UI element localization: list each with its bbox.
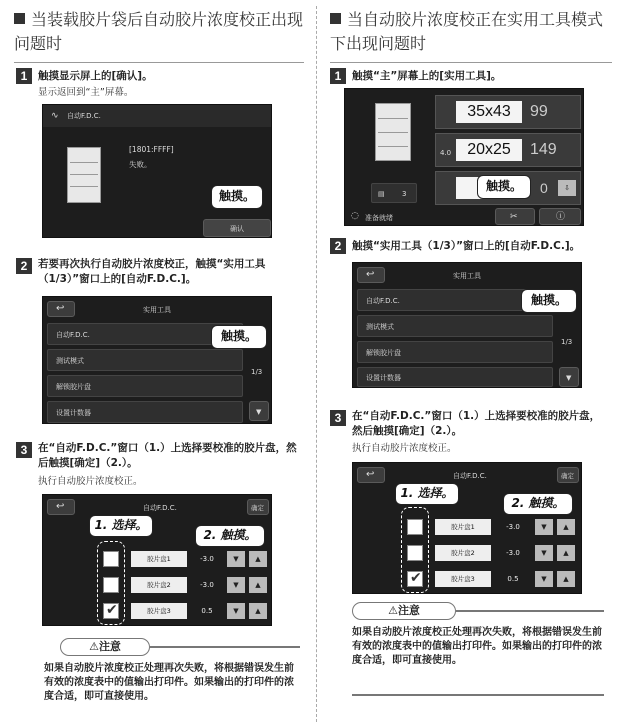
film-row-2 [435, 133, 581, 167]
screen-title: 实用工具 [143, 306, 171, 314]
step-instruction: 触摸显示屏上的[确认]。 [38, 70, 153, 82]
back-button[interactable] [47, 499, 75, 515]
heading-bullet-icon [330, 13, 341, 24]
back-arrow-icon: ↩ [366, 469, 375, 480]
select-callout: 1. 选择。 [395, 483, 459, 505]
confirm-label: 确认 [230, 225, 244, 233]
film-count: 0 [540, 180, 548, 196]
back-arrow-icon: ↩ [366, 269, 375, 280]
confirm-button[interactable] [203, 219, 271, 237]
page-indicator: 1/3 [251, 368, 263, 376]
caution-text: 如果自动胶片浓度校正处理再次失败，将根据错误发生前有效的浓度表中的值输出打印件。如果输出的打印件的浓度合适，即可直接使用。 [44, 663, 294, 702]
touch-callout: 触摸。 [477, 175, 531, 199]
tray-label: 胶片盘3 [131, 603, 187, 619]
increase-button[interactable]: ▲ [557, 571, 575, 587]
step-result: 执行自动胶片浓度校正。 [38, 476, 143, 487]
tray-label: 胶片盘2 [435, 545, 491, 561]
tray-label: 胶片盘3 [435, 571, 491, 587]
touch-callout: 触摸。 [211, 185, 263, 209]
left-heading [14, 8, 304, 56]
page-down-button[interactable] [559, 367, 579, 387]
touch-callout: 2. 触摸。 [503, 493, 573, 515]
error-code: [1801:FFFF] [129, 145, 174, 154]
checkmark-icon: ✔ [410, 570, 422, 586]
film-row-1 [435, 95, 581, 129]
screen-title: 自动F.D.C. [67, 112, 101, 120]
step-instruction: 若要再次执行自动胶片浓度校正，触摸“实用工具（1/3）”窗口上的[自动F.D.C.]。 [38, 258, 266, 285]
tray-count: 3 [402, 190, 407, 198]
heading-bullet-icon [14, 13, 25, 24]
menu-item-label: 解锁胶片盘 [56, 383, 91, 391]
caution-rule [150, 646, 300, 648]
touch-callout: 2. 触摸。 [195, 525, 265, 547]
left-heading-text: 当装载胶片袋后自动胶片浓度校正出现问题时 [14, 10, 304, 53]
tools-icon: ✂ [510, 212, 518, 222]
down-arrow-icon: ▼ [566, 374, 572, 382]
selection-highlight [401, 507, 429, 593]
tray-value: 0.5 [507, 575, 519, 583]
right-heading-rule [330, 62, 612, 63]
caution-badge [60, 638, 150, 656]
step-instruction: 在“自动F.D.C.”窗口（1.）上选择要校准的胶片盘，然后触摸[确定]（2.）。 [352, 410, 601, 437]
ready-spinner-icon: ◌ [351, 211, 359, 221]
menu-item-label: 设置计数器 [366, 374, 401, 382]
caution-rule [456, 610, 604, 612]
column-divider [316, 6, 317, 722]
title-bar [43, 105, 272, 127]
status-text: 准备就绪 [365, 214, 393, 222]
step-number: 3 [330, 410, 346, 426]
touch-callout: 触摸。 [521, 289, 577, 313]
tray-value: -3.0 [200, 581, 214, 589]
back-button[interactable] [357, 267, 385, 283]
info-button[interactable] [539, 208, 581, 225]
utility-button[interactable] [495, 208, 535, 225]
decrease-button[interactable]: ▼ [535, 545, 553, 561]
menu-item-label: 自动F.D.C. [56, 331, 90, 339]
increase-button[interactable]: ▲ [249, 577, 267, 593]
stack-icon: ▤ [378, 190, 385, 198]
increase-button[interactable]: ▲ [249, 603, 267, 619]
menu-item-label: 设置计数器 [56, 409, 91, 417]
checkmark-icon: ✔ [106, 602, 118, 618]
screen-utility [352, 262, 582, 388]
ok-label: 确定 [251, 504, 264, 512]
step-instruction: 触摸“实用工具（1/3）”窗口上的[自动F.D.C.]。 [352, 240, 581, 252]
increase-button[interactable]: ▲ [557, 519, 575, 535]
decrease-button[interactable]: ▼ [227, 603, 245, 619]
film-size: 20x25 [456, 139, 522, 161]
tray-value: -3.0 [200, 555, 214, 563]
decrease-button[interactable]: ▼ [227, 577, 245, 593]
caution-bottom-rule [352, 694, 604, 696]
step-number: 2 [16, 258, 32, 274]
down-arrow-icon: ▼ [256, 408, 262, 416]
caution-badge [352, 602, 456, 620]
menu-item-label: 自动F.D.C. [366, 297, 400, 305]
ok-button[interactable] [557, 467, 579, 483]
touch-callout: 触摸。 [211, 325, 267, 349]
page-indicator: 1/3 [561, 338, 573, 346]
printer-icon [67, 147, 101, 203]
back-button[interactable] [357, 467, 385, 483]
right-heading [330, 8, 612, 56]
menu-item-unlock-tray[interactable] [47, 375, 243, 397]
screen-fdc-select [42, 494, 272, 626]
step-number: 1 [16, 68, 32, 84]
menu-item-label: 测试模式 [366, 323, 394, 331]
density-value: 4.0 [440, 149, 452, 157]
screen-main [344, 88, 584, 226]
film-size: 35x43 [456, 101, 522, 123]
screen-fdc-error [42, 104, 272, 238]
menu-item-label: 测试模式 [56, 357, 84, 365]
tray-value: -3.0 [506, 523, 520, 531]
screen-fdc-select [352, 462, 582, 594]
menu-item-test-mode[interactable] [47, 349, 243, 371]
right-heading-text: 当自动胶片浓度校正在实用工具模式下出现问题时 [330, 10, 604, 53]
left-heading-rule [14, 62, 304, 63]
film-count: 99 [530, 103, 548, 120]
wave-icon: ∿ [51, 111, 59, 121]
tray-settings-button[interactable]: ⇩ [558, 180, 576, 196]
menu-item-set-counter[interactable] [357, 367, 553, 387]
page-down-button[interactable] [249, 401, 269, 421]
back-arrow-icon: ↩ [56, 303, 65, 314]
tray-label: 胶片盘2 [131, 577, 187, 593]
screen-title: 实用工具 [453, 272, 481, 280]
printer-icon [375, 103, 411, 161]
step-number: 2 [330, 238, 346, 254]
ok-button[interactable] [247, 499, 269, 515]
tray-value: -3.0 [506, 549, 520, 557]
screen-title: 自动F.D.C. [453, 472, 487, 480]
info-icon: ⓘ [556, 212, 566, 222]
menu-item-unlock-tray[interactable] [357, 341, 553, 363]
step-instruction: 触摸“主”屏幕上的[实用工具]。 [352, 70, 502, 82]
select-callout: 1. 选择。 [89, 515, 153, 537]
back-button[interactable] [47, 301, 75, 317]
screen-utility [42, 296, 272, 424]
menu-item-test-mode[interactable] [357, 315, 553, 337]
caution-label: 注意 [98, 640, 121, 653]
decrease-button[interactable]: ▼ [535, 519, 553, 535]
increase-button[interactable]: ▲ [249, 551, 267, 567]
warning-triangle-icon: ⚠ [89, 640, 99, 653]
step-result: 执行自动胶片浓度校正。 [352, 443, 457, 454]
decrease-button[interactable]: ▼ [227, 551, 245, 567]
screen-title: 自动F.D.C. [143, 504, 177, 512]
step-instruction: 在“自动F.D.C.”窗口（1.）上选择要校准的胶片盘，然后触摸[确定]（2.）。 [38, 442, 297, 469]
increase-button[interactable]: ▲ [557, 545, 575, 561]
film-count: 149 [530, 141, 557, 158]
menu-item-set-counter[interactable] [47, 401, 243, 423]
step-result: 显示返回到“主”屏幕。 [38, 87, 134, 98]
caution-label: 注意 [397, 604, 420, 617]
ok-label: 确定 [561, 472, 574, 480]
tray-value: 0.5 [201, 607, 213, 615]
warning-triangle-icon: ⚠ [388, 604, 398, 617]
step-number: 1 [330, 68, 346, 84]
step-number: 3 [16, 442, 32, 458]
tray-label: 胶片盘1 [131, 551, 187, 567]
error-status: 失败。 [129, 160, 152, 169]
menu-item-label: 解锁胶片盘 [366, 349, 401, 357]
caution-text: 如果自动胶片浓度校正处理再次失败，将根据错误发生前有效的浓度表中的值输出打印件。如果输出的打印件的浓度合适，即可直接使用。 [352, 627, 602, 666]
tray-label: 胶片盘1 [435, 519, 491, 535]
selection-highlight [97, 541, 125, 625]
decrease-button[interactable]: ▼ [535, 571, 553, 587]
tray-counter [371, 183, 417, 203]
back-arrow-icon: ↩ [56, 501, 65, 512]
